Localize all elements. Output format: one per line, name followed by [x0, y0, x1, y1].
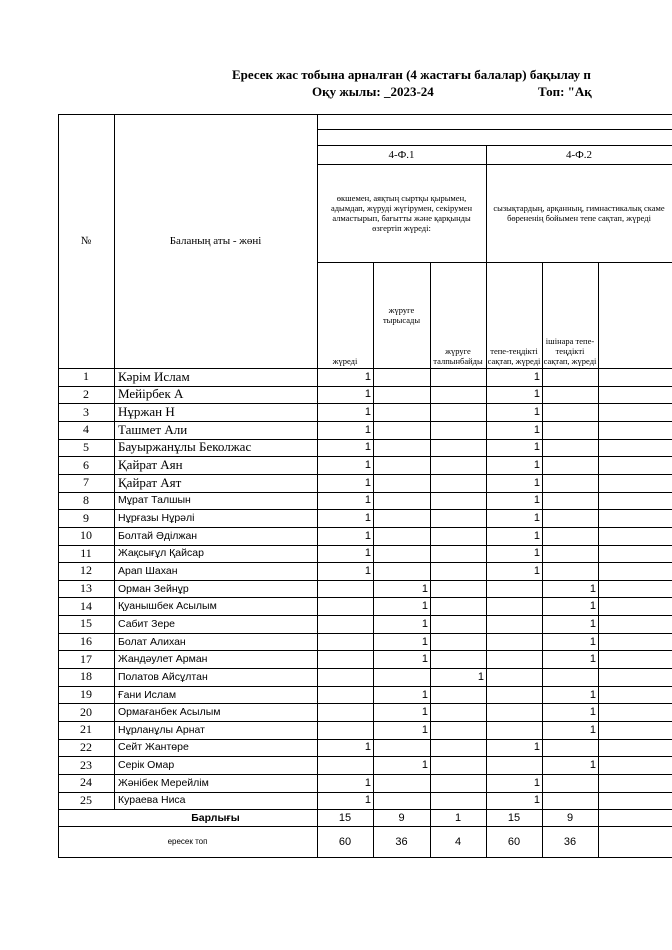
student-name: Жәнібек Мерейлім: [118, 776, 209, 789]
score-cell: 1: [533, 459, 540, 472]
score-cell: 1: [533, 423, 540, 436]
score-cell: 1: [421, 706, 428, 719]
score-cell: 1: [421, 582, 428, 595]
score-cell: 1: [421, 635, 428, 648]
score-cell: [317, 686, 373, 704]
score-cell: [373, 668, 430, 686]
student-name: Серік Омар: [118, 759, 175, 772]
score-cell: [373, 545, 430, 563]
score-cell: 1: [589, 759, 596, 772]
score-cell: 1: [589, 582, 596, 595]
row-number: 24: [80, 775, 92, 790]
score-cell: [373, 368, 430, 386]
student-name: Кураева Ниса: [118, 794, 186, 807]
student-name: Сабит Зере: [118, 617, 176, 630]
row-number: 25: [80, 792, 92, 807]
row-number: 8: [83, 492, 89, 507]
grid-line: [58, 857, 672, 858]
student-name: Нұржан Н: [118, 404, 175, 420]
score-cell: 1: [589, 723, 596, 736]
score-cell: [542, 456, 598, 474]
row-number: 17: [80, 651, 92, 666]
percent-value: 60: [507, 835, 521, 848]
score-cell: [430, 492, 486, 510]
score-cell: [486, 615, 542, 633]
score-cell: 1: [421, 723, 428, 736]
row-number: 10: [80, 528, 92, 543]
score-cell: [430, 474, 486, 492]
student-name: Орман Зейнұр: [118, 582, 189, 595]
score-cell: [317, 756, 373, 774]
score-cell: [430, 580, 486, 598]
score-cell: 1: [364, 741, 371, 754]
score-cell: [542, 545, 598, 563]
score-cell: 1: [364, 388, 371, 401]
sub-column-header: ішінара тепе-теңдікті сақтап, жүреді: [543, 336, 597, 366]
student-name: Арап Шахан: [118, 564, 178, 577]
score-cell: 1: [589, 706, 596, 719]
row-number: 20: [80, 704, 92, 719]
score-cell: [542, 509, 598, 527]
score-cell: [542, 386, 598, 404]
score-cell: 1: [533, 529, 540, 542]
score-cell: [486, 668, 542, 686]
score-cell: [542, 474, 598, 492]
score-cell: 1: [364, 776, 371, 789]
student-name: Мұрат Талшын: [118, 494, 191, 507]
score-cell: [430, 774, 486, 792]
score-cell: 1: [364, 370, 371, 383]
sub-column-header: жүруге талпынбайды: [433, 346, 483, 366]
score-cell: [542, 439, 598, 457]
indicator-code-1: 4-Ф.1: [388, 148, 415, 161]
score-cell: [373, 456, 430, 474]
score-cell: 1: [589, 617, 596, 630]
score-cell: 1: [477, 670, 484, 683]
score-cell: 1: [533, 547, 540, 560]
score-cell: 1: [533, 794, 540, 807]
score-cell: [317, 703, 373, 721]
score-cell: [486, 756, 542, 774]
score-cell: 1: [533, 406, 540, 419]
student-name: Жақсығұл Қайсар: [118, 547, 204, 560]
sub-column-header: жүруге тырысады: [382, 305, 421, 325]
grid-line: [317, 129, 672, 130]
row-number: 12: [80, 563, 92, 578]
score-cell: [317, 633, 373, 651]
score-cell: [430, 597, 486, 615]
score-cell: [542, 403, 598, 421]
row-number: 5: [83, 439, 89, 454]
row-number: 16: [80, 634, 92, 649]
score-cell: [373, 403, 430, 421]
student-name: Қайрат Аян: [118, 457, 183, 473]
score-cell: [430, 721, 486, 739]
score-cell: [430, 527, 486, 545]
score-cell: [430, 686, 486, 704]
score-cell: [430, 633, 486, 651]
score-cell: [430, 439, 486, 457]
row-number: 21: [80, 722, 92, 737]
score-cell: [430, 368, 486, 386]
student-name: Ташмет Али: [118, 421, 188, 437]
score-cell: 1: [533, 476, 540, 489]
student-name: Мейірбек А: [118, 386, 184, 402]
score-cell: 1: [589, 653, 596, 666]
score-cell: 1: [533, 388, 540, 401]
score-cell: 1: [533, 512, 540, 524]
score-cell: 1: [533, 564, 540, 577]
student-name: Ғани Ислам: [118, 688, 177, 701]
percent-value: 4: [454, 835, 462, 848]
column-header-name: Баланың аты - жөні: [169, 235, 262, 247]
grid-line: [317, 262, 672, 263]
score-cell: [373, 562, 430, 580]
score-cell: [542, 739, 598, 757]
score-cell: 1: [364, 794, 371, 807]
score-cell: [373, 386, 430, 404]
row-number: 23: [80, 757, 92, 772]
score-cell: [486, 650, 542, 668]
sub-column-header: жүреді: [332, 356, 358, 366]
score-cell: [373, 492, 430, 510]
score-cell: 1: [533, 370, 540, 383]
student-name: Нұрланұлы Арнат: [118, 723, 205, 736]
score-cell: 1: [533, 494, 540, 507]
totals-label: Барлығы: [191, 811, 240, 824]
row-number: 6: [83, 457, 89, 472]
score-cell: [542, 368, 598, 386]
student-name: Бауыржанұлы Беколжас: [118, 439, 252, 455]
row-number: 1: [83, 369, 89, 384]
grid-line: [598, 262, 599, 857]
score-cell: 1: [364, 441, 371, 454]
score-cell: [373, 774, 430, 792]
score-cell: [486, 633, 542, 651]
score-cell: 1: [364, 476, 371, 489]
percent-label: ересек топ: [167, 837, 208, 847]
row-number: 3: [83, 404, 89, 419]
row-number: 15: [80, 616, 92, 631]
row-number: 9: [83, 510, 89, 525]
score-cell: 1: [589, 688, 596, 701]
score-cell: 1: [421, 600, 428, 613]
row-number: 22: [80, 739, 92, 754]
score-cell: [486, 580, 542, 598]
academic-year: Оқу жылы: _2023-24: [312, 84, 434, 99]
score-cell: [430, 756, 486, 774]
student-name: Болтай Әділжан: [118, 529, 198, 542]
score-cell: 1: [533, 776, 540, 789]
percent-value: 60: [338, 835, 352, 848]
score-cell: 1: [421, 617, 428, 630]
student-name: Кәрім Ислам: [118, 368, 190, 384]
percent-value: 36: [563, 835, 577, 848]
percent-value: 36: [395, 835, 408, 848]
score-cell: [317, 580, 373, 598]
student-name: Қайрат Аят: [118, 474, 182, 490]
score-cell: 1: [364, 423, 371, 436]
score-cell: 1: [533, 441, 540, 454]
score-cell: 1: [364, 494, 371, 507]
total-value: 15: [338, 811, 352, 824]
score-cell: [542, 792, 598, 810]
total-value: 1: [454, 811, 462, 824]
group-name: Топ: "Ақ: [538, 84, 592, 99]
score-cell: 1: [364, 529, 371, 542]
score-cell: [373, 527, 430, 545]
score-cell: [373, 509, 430, 527]
score-cell: [542, 562, 598, 580]
student-name: Полатов Айсұлтан: [118, 670, 208, 683]
score-cell: [542, 668, 598, 686]
grid-line: [317, 164, 672, 165]
score-cell: 1: [421, 653, 428, 666]
total-value: 9: [398, 811, 405, 824]
indicator-description-1: өкшемен, аяқтың сыртқы қырымен, адымдап, жүруді жүгірумен, секірумен алмастырып, бағытты және қарқынды өзгертіп жүреді:: [330, 193, 473, 233]
score-cell: [373, 474, 430, 492]
score-cell: [430, 562, 486, 580]
row-number: 19: [80, 687, 92, 701]
indicator-code-2: 4-Ф.2: [565, 148, 593, 161]
row-number: 14: [80, 598, 92, 613]
score-cell: [373, 439, 430, 457]
score-cell: [430, 509, 486, 527]
score-cell: [542, 492, 598, 510]
indicator-description-2: сызықтардың, арқанның, гимнастикалық скаме бөрененің бойымен тепе сақтап, жүреді: [493, 203, 665, 223]
row-number: 4: [83, 422, 89, 437]
score-cell: 1: [364, 406, 371, 419]
row-number: 2: [83, 386, 89, 401]
student-name: Ормағанбек Асылым: [118, 706, 221, 719]
score-cell: [430, 456, 486, 474]
score-cell: 1: [533, 741, 540, 754]
score-cell: [430, 792, 486, 810]
score-cell: 1: [421, 759, 428, 772]
student-name: Нұрғазы Нұрәлі: [118, 512, 195, 524]
score-cell: [317, 650, 373, 668]
row-number: 11: [80, 545, 92, 560]
score-cell: 1: [364, 512, 371, 524]
score-cell: [430, 403, 486, 421]
score-cell: [430, 545, 486, 563]
score-cell: [542, 527, 598, 545]
sub-column-header: тепе-теңдікті сақтап, жүреді: [487, 346, 541, 366]
score-cell: [542, 774, 598, 792]
score-cell: [486, 721, 542, 739]
score-cell: [373, 792, 430, 810]
score-cell: 1: [364, 564, 371, 577]
total-value: 9: [566, 811, 574, 824]
score-cell: [430, 650, 486, 668]
score-cell: [430, 615, 486, 633]
score-cell: [317, 668, 373, 686]
row-number: 13: [80, 581, 92, 596]
score-cell: 1: [589, 600, 596, 613]
score-cell: [486, 597, 542, 615]
score-cell: 1: [364, 547, 371, 560]
score-cell: [373, 739, 430, 757]
score-cell: [430, 386, 486, 404]
row-number: 18: [80, 669, 92, 684]
student-name: Жандәулет Арман: [118, 653, 208, 666]
score-cell: [317, 615, 373, 633]
score-cell: [486, 703, 542, 721]
score-cell: [373, 421, 430, 439]
column-header-number: №: [80, 235, 92, 247]
score-cell: 1: [364, 459, 371, 472]
row-number: 7: [83, 475, 89, 490]
student-name: Болат Алихан: [118, 635, 186, 648]
score-cell: [430, 739, 486, 757]
score-cell: [430, 703, 486, 721]
score-cell: 1: [421, 688, 428, 701]
score-cell: [317, 597, 373, 615]
score-cell: [486, 686, 542, 704]
total-value: 15: [507, 811, 521, 824]
score-cell: 1: [589, 635, 596, 648]
score-cell: [542, 421, 598, 439]
student-name: Қуанышбек Асылым: [118, 600, 217, 613]
student-name: Сейт Жантөре: [118, 741, 189, 754]
score-cell: [317, 721, 373, 739]
score-cell: [430, 421, 486, 439]
report-title: Ересек жас тобына арналған (4 жастағы балалар) бақылау п: [232, 67, 591, 82]
